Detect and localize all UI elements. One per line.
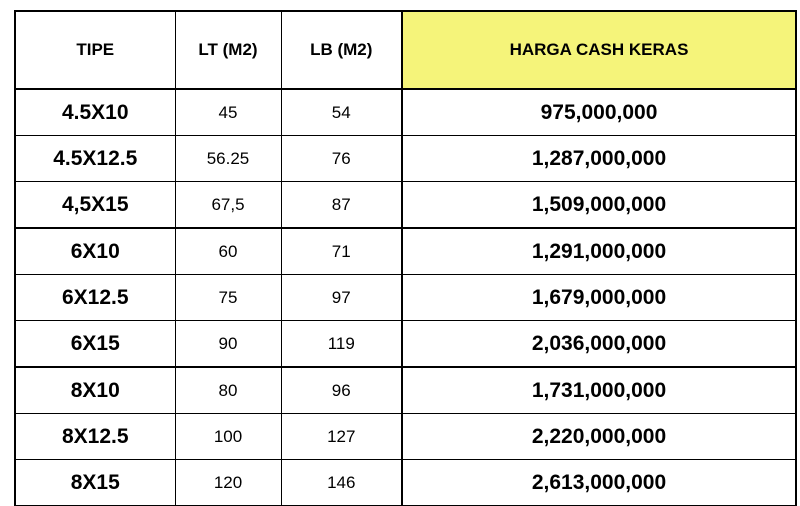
cell-tipe: 4.5X12.5 xyxy=(15,136,175,182)
cell-price: 2,613,000,000 xyxy=(402,460,796,506)
header-price: HARGA CASH KERAS xyxy=(402,11,796,89)
cell-lt: 100 xyxy=(175,414,281,460)
header-lt: LT (M2) xyxy=(175,11,281,89)
cell-lt: 60 xyxy=(175,228,281,275)
cell-lt: 80 xyxy=(175,367,281,414)
cell-price: 1,509,000,000 xyxy=(402,182,796,229)
table-row xyxy=(15,275,796,321)
table-row xyxy=(15,228,796,275)
cell-lb: 76 xyxy=(281,136,402,182)
cell-lt: 56.25 xyxy=(175,136,281,182)
header-lb: LB (M2) xyxy=(281,11,402,89)
cell-lb: 97 xyxy=(281,275,402,321)
cell-tipe: 6X15 xyxy=(15,321,175,368)
table-row xyxy=(15,367,796,414)
cell-lb: 54 xyxy=(281,89,402,136)
cell-tipe: 8X15 xyxy=(15,460,175,506)
cell-lb: 71 xyxy=(281,228,402,275)
cell-tipe: 4.5X10 xyxy=(15,89,175,136)
cell-lt: 67,5 xyxy=(175,182,281,229)
cell-tipe: 6X10 xyxy=(15,228,175,275)
cell-price: 1,291,000,000 xyxy=(402,228,796,275)
table-row xyxy=(15,460,796,506)
header-tipe: TIPE xyxy=(15,11,175,89)
cell-lb: 87 xyxy=(281,182,402,229)
cell-price: 1,287,000,000 xyxy=(402,136,796,182)
table-row xyxy=(15,182,796,229)
cell-price: 1,679,000,000 xyxy=(402,275,796,321)
table-row xyxy=(15,321,796,368)
cell-tipe: 4,5X15 xyxy=(15,182,175,229)
price-table xyxy=(14,10,797,506)
cell-price: 2,036,000,000 xyxy=(402,321,796,368)
cell-lt: 45 xyxy=(175,89,281,136)
table-row xyxy=(15,89,796,136)
cell-price: 975,000,000 xyxy=(402,89,796,136)
cell-lt: 75 xyxy=(175,275,281,321)
cell-tipe: 8X10 xyxy=(15,367,175,414)
cell-lt: 90 xyxy=(175,321,281,368)
cell-lt: 120 xyxy=(175,460,281,506)
table-row xyxy=(15,414,796,460)
cell-tipe: 6X12.5 xyxy=(15,275,175,321)
cell-lb: 96 xyxy=(281,367,402,414)
cell-lb: 119 xyxy=(281,321,402,368)
cell-lb: 127 xyxy=(281,414,402,460)
cell-lb: 146 xyxy=(281,460,402,506)
table-header-row xyxy=(15,11,796,89)
cell-price: 1,731,000,000 xyxy=(402,367,796,414)
cell-price: 2,220,000,000 xyxy=(402,414,796,460)
cell-tipe: 8X12.5 xyxy=(15,414,175,460)
table-row xyxy=(15,136,796,182)
